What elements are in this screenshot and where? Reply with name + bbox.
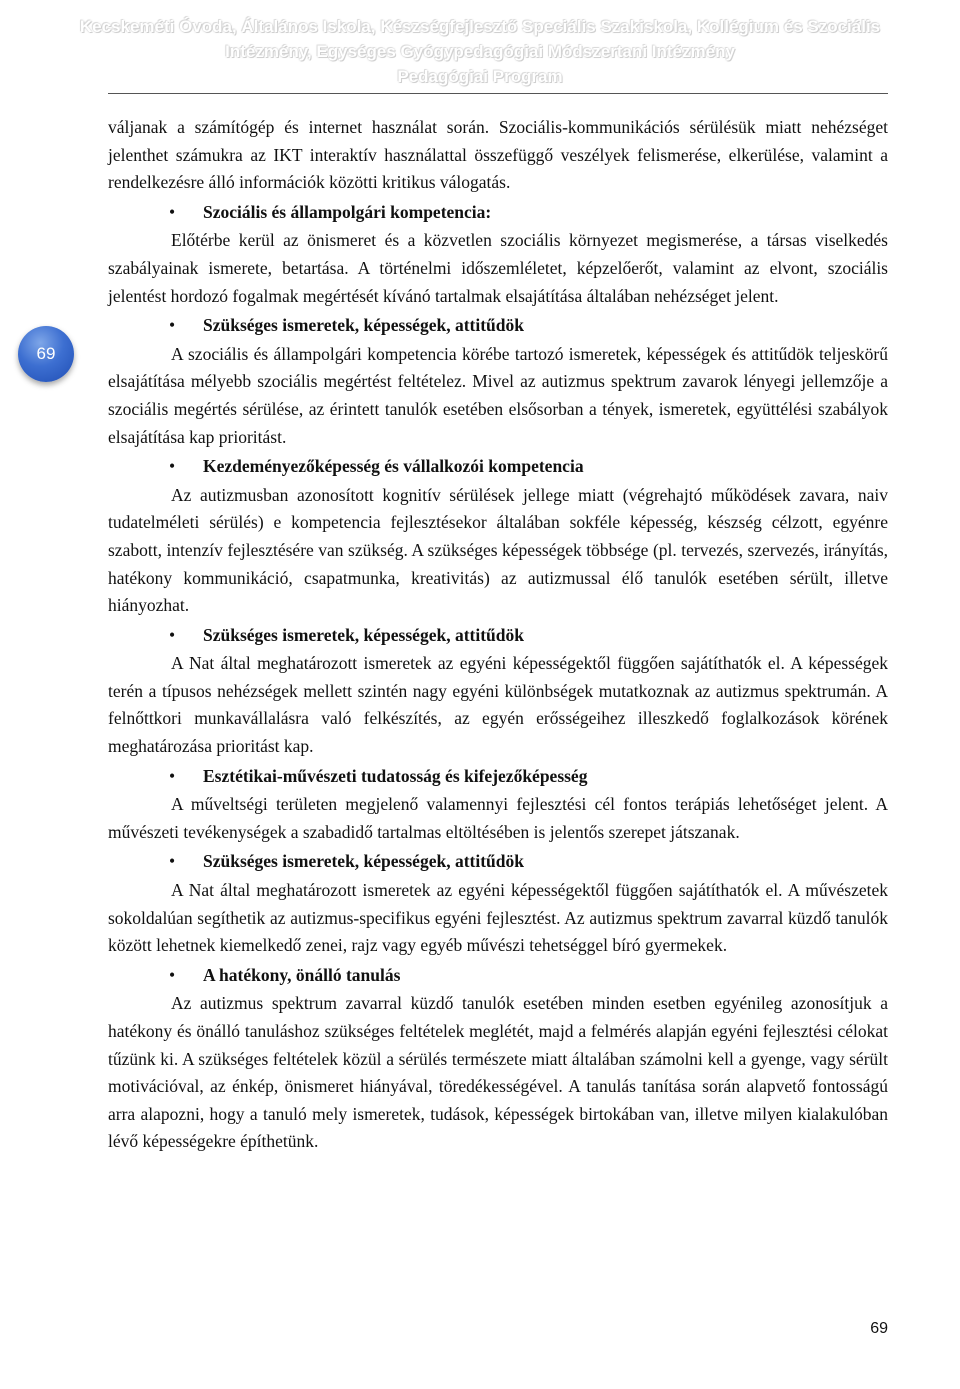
section-heading-text: Szociális és állampolgári kompetencia: xyxy=(203,201,492,222)
section-heading-text: A hatékony, önálló tanulás xyxy=(203,964,401,985)
section-heading-text: Szükséges ismeretek, képességek, attitűdök xyxy=(203,851,524,872)
section-heading-text: Esztétikai-művészeti tudatosság és kifejezőképesség xyxy=(203,765,588,786)
bullet-icon: • xyxy=(169,201,176,222)
bullet-icon: • xyxy=(169,315,176,336)
footer-page-number: 69 xyxy=(870,1320,888,1337)
section-heading xyxy=(108,962,888,990)
section-heading-text: Szükséges ismeretek, képességek, attitűdök xyxy=(203,624,524,645)
header-line-1: Kecskeméti Óvoda, Általános Iskola, Készségfejlesztő Speciális Szakiskola, Kollégium és Szociális xyxy=(79,17,881,36)
document-body xyxy=(108,114,888,1156)
header-line-3: Pedagógiai Program xyxy=(397,67,563,86)
paragraph: A szociális és állampolgári kompetencia körébe tartozó ismeretek, képességek és attitűdök teljeskörű elsajátítása mélyebb szociális megértést feltételez. Mivel az autizmus spektrum zavarok lényegi jellemzője a szociális megértés sérülése, az érintett tanulók esetében elsősorban a tények, ismeretek, együttélési szabályok elsajátítása kap prioritást. xyxy=(108,343,888,447)
section-heading xyxy=(108,453,888,481)
section-heading xyxy=(108,763,888,791)
bullet-icon: • xyxy=(169,851,176,872)
section-heading xyxy=(108,199,888,227)
paragraph: váljanak a számítógép és internet használat során. Szociális-kommunikációs sérülésük miatt nehézséget jelenthet számukra az IKT interaktív használattal összefüggő veszélyek felismerése, elkerülése, valamint a rendelkezésre álló információk közötti kritikus válogatás. xyxy=(108,117,888,193)
paragraph: Az autizmusban azonosított kognitív sérülések jellege miatt (végrehajtó működések zavara, naiv tudatelméleti sérülés) e kompetencia fejlesztésekor általában sokféle képesség, készség célzott, egyénre szabott, intenzív fejlesztésére van szükség. A szükséges képességek többsége (pl. tervezés, szervezés, irányítás, hatékony kommunikáció, csapatmunka, kreativitás) az autizmussal élő tanulók esetében sérült, illetve hiányozhat. xyxy=(108,484,888,616)
header-line-2: Intézmény, Egységes Gyógypedagógiai Módszertani Intézmény xyxy=(225,42,735,61)
side-page-number-badge: 69 xyxy=(18,326,74,382)
paragraph: Előtérbe kerül az önismeret és a közvetlen szociális környezet megismerése, a társas viselkedés szabályainak ismerete, betartása. A történelmi időszemléletet, képzelőerőt, valamint az elvont, szociális jelentést hordozó fogalmak megértését kívánó tartalmak elsajátítása általában nehézséget jelent. xyxy=(108,230,888,306)
paragraph: A Nat által meghatározott ismeretek az egyéni képességektől függően sajátíthatók el. A művészetek sokoldalúan segíthetik az autizmus-specifikus egyéni fejlesztést. Az autizmus spektrum zavarral küzdő tanulók között lehetnek kiemelkedő zenei, rajz vagy egyéb művészi tehetséggel bíró gyermekek. xyxy=(108,880,888,956)
page-header xyxy=(0,0,960,94)
paragraph: Az autizmus spektrum zavarral küzdő tanulók esetében minden esetben egyénileg azonosítjuk a hatékony és önálló tanuláshoz szükséges feltételek meglétét, majd a felmérés alapján egyéni fejlesztési célokat tűzünk ki. A szükséges feltételek közül a sérülés természete miatt általában számolni kell a gyenge, vagy sérült motivációval, az énkép, önismeret hiányával, töredékességével. A tanulás tanítása során alapvető fontosságú arra alapozni, hogy a tanuló mely ismeretek, tudások, képességek birtokában van, illetve milyen kialakulóban lévő képességekre építhetünk. xyxy=(108,993,888,1152)
section-heading xyxy=(108,622,888,650)
section-heading-text: Kezdeményezőképesség és vállalkozói kompetencia xyxy=(203,456,584,477)
bullet-icon: • xyxy=(169,765,176,786)
section-heading-text: Szükséges ismeretek, képességek, attitűdök xyxy=(203,315,524,336)
paragraph: A Nat által meghatározott ismeretek az egyéni képességektől függően sajátíthatók el. A képességek terén a típusos nehézségek mellett szintén nagy egyéni különbségek mutatkoznak az autizmus spektrumán. A felnőttkori munkavállalásra való felkészítés, az egyén erősségeihez illeszkedő foglalkozások körének meghatározása prioritást kap. xyxy=(108,653,888,757)
header-divider xyxy=(108,93,888,94)
bullet-icon: • xyxy=(169,964,176,985)
bullet-icon: • xyxy=(169,624,176,645)
section-heading xyxy=(108,848,888,876)
bullet-icon: • xyxy=(169,456,176,477)
paragraph: A műveltségi területen megjelenő valamennyi fejlesztési cél fontos terápiás lehetőséget jelent. A művészeti tevékenységek a szabadidő tartalmas eltöltésében is jelentős szerepet játszanak. xyxy=(108,794,888,842)
header-title xyxy=(0,14,960,89)
section-heading xyxy=(108,312,888,340)
